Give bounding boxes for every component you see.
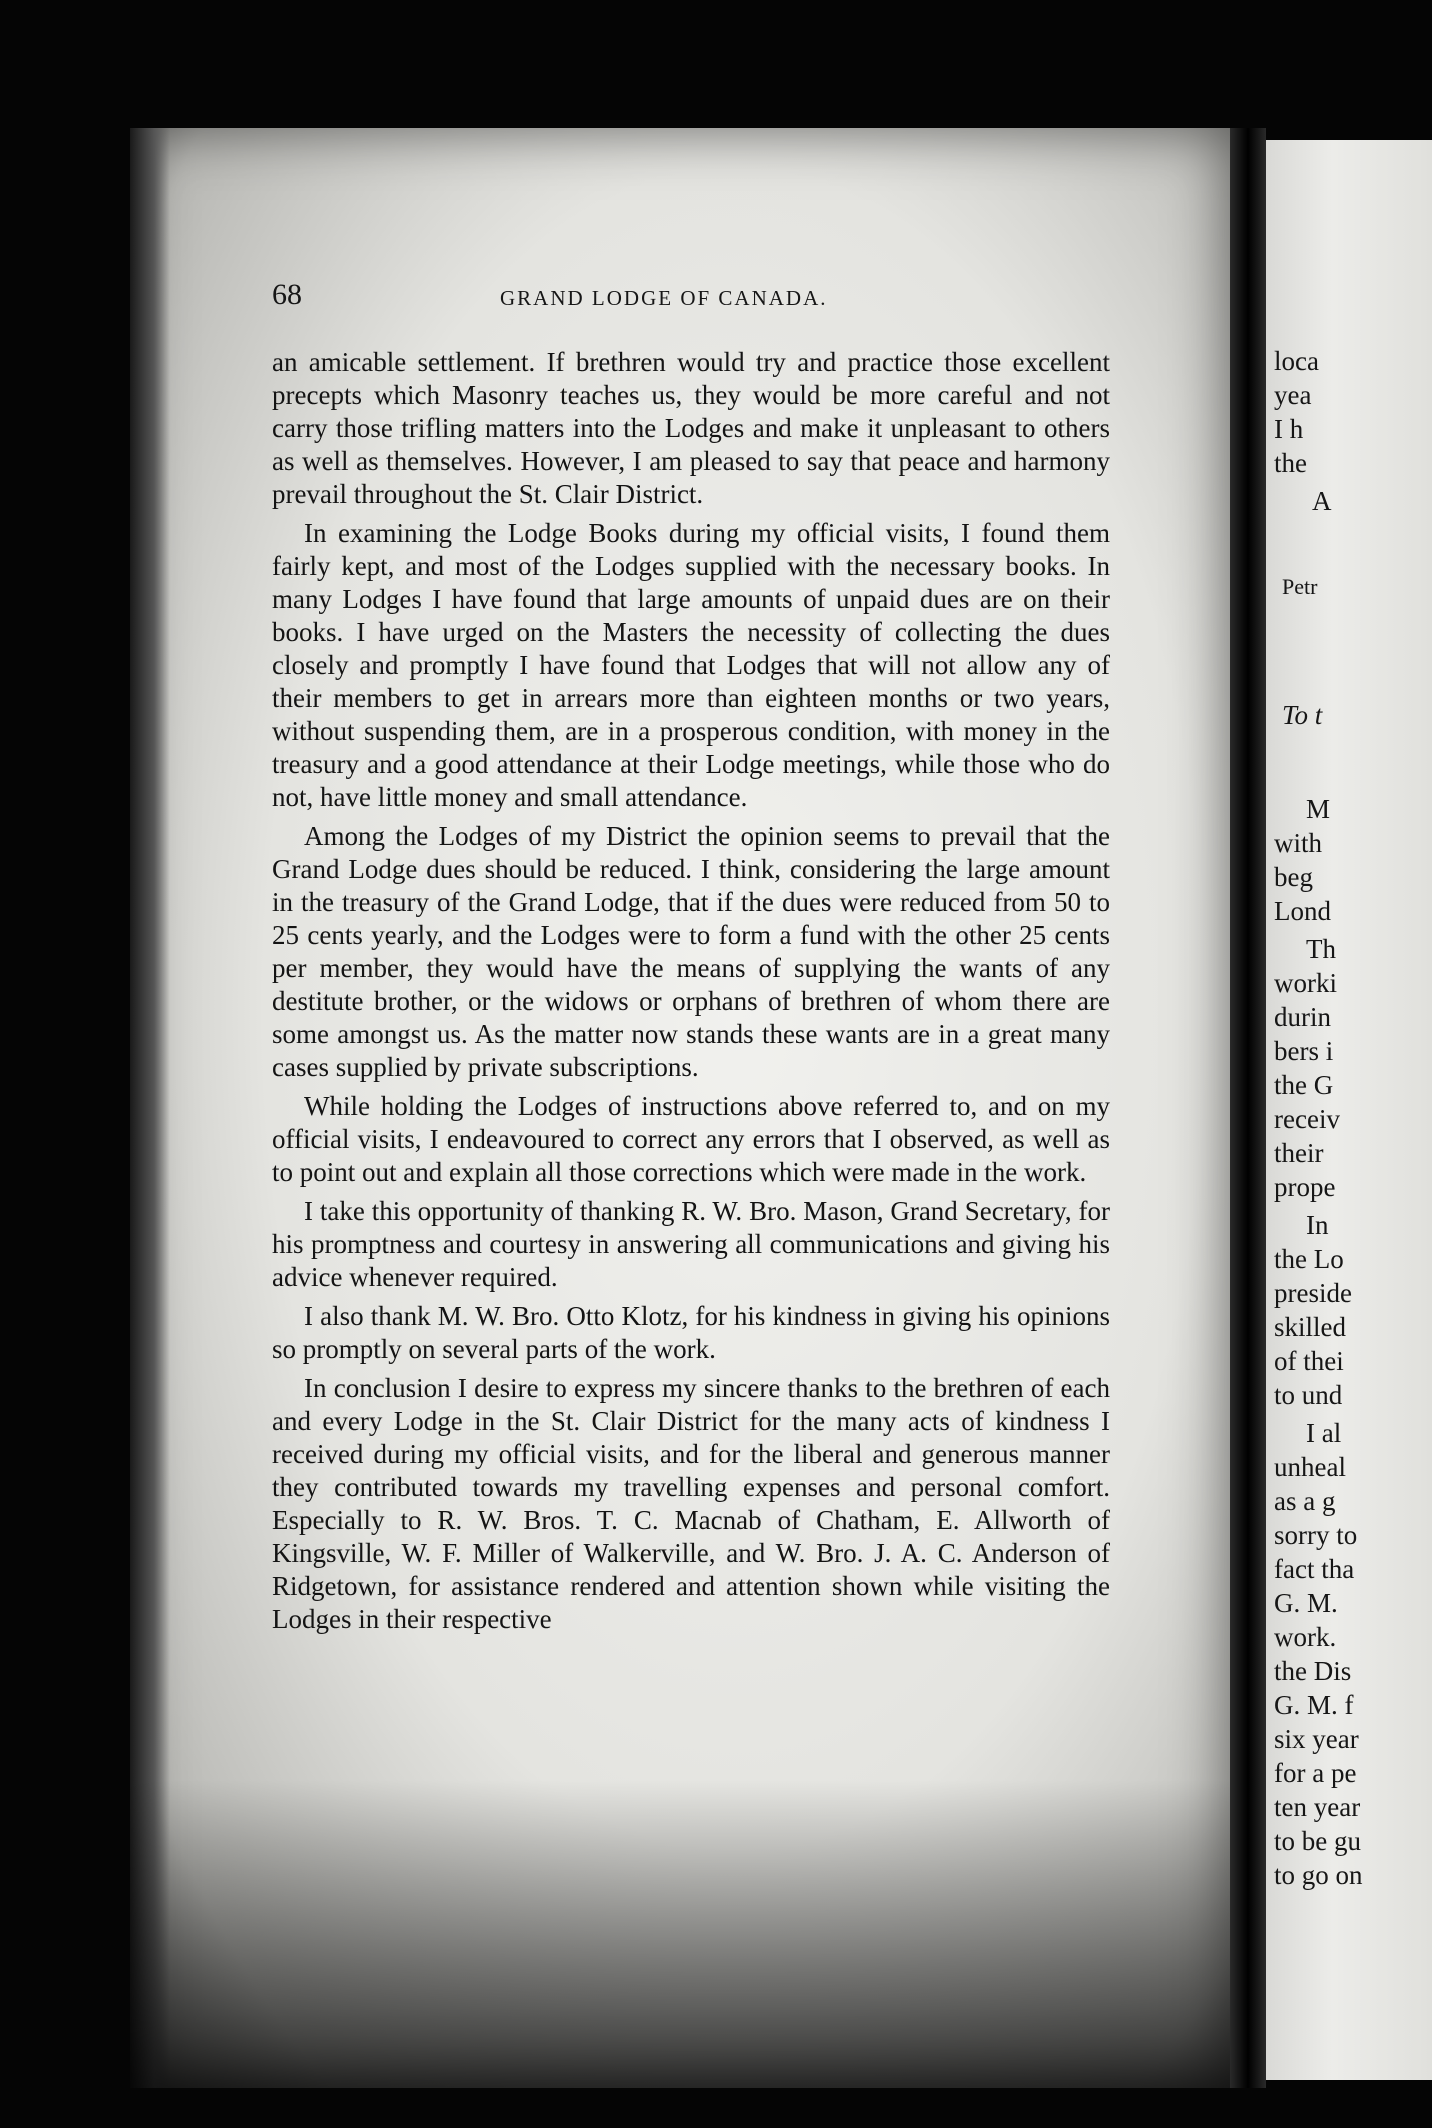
page-number: 68 — [272, 278, 302, 311]
paragraph: In conclusion I desire to express my sincere thanks to the brethren of each and every Lodge in the St. Clair District for the many acts of kindness I received during my official visits, and for the liberal and generous manner they contributed towards my travelling expenses and personal comfort. Especially to R. W. Bros. T. C. Macnab of Chatham, E. Allworth of Kingsville, W. F. Miller of Walkerville, and W. Bro. J. A. C. Anderson of Ridgetown, for assistance rendered and attention shown while visiting the Lodges in their respective — [272, 1373, 1110, 1634]
right-page-line: skilled — [1274, 1312, 1346, 1342]
paragraph: In examining the Lodge Books during my official visits, I found them fairly kept, and most of the Lodges supplied with the necessary books. In many Lodges I have found that large amounts of unpaid dues are on their books. I have urged on the Masters the necessity of collecting the dues closely and promptly I have found that Lodges that will not allow any of their members to get in arrears more than eighteen months or two years, without suspending them, are in a prosperous condition, with money in the treasury and a good attendance at their Lodge meetings, while those who do not, have little money and small attendance. — [272, 518, 1110, 812]
right-page-line: loca — [1274, 346, 1319, 376]
right-page-line: fact tha — [1274, 1554, 1355, 1584]
right-page-line: the Lo — [1274, 1244, 1344, 1274]
right-page-line: unheal — [1274, 1452, 1346, 1482]
right-page-line: Petr — [1282, 574, 1318, 599]
right-page-line: To t — [1282, 700, 1323, 730]
page-bottom-shadow — [130, 1780, 1230, 2088]
paragraph: Among the Lodges of my District the opinion seems to prevail that the Grand Lodge dues should be reduced. I think, considering the large amount in the treasury of the Grand Lodge, that if the dues were reduced from 50 to 25 cents yearly, and the Lodges were to form a fund with the other 25 cents per member, they would have the means of supplying the wants of any destitute brother, or the widows or orphans of brethren of whom there are some amongst us. As the matter now stands these wants are in a great many cases supplied by private subscriptions. — [272, 821, 1110, 1082]
paragraph: I take this opportunity of thanking R. W. Bro. Mason, Grand Secretary, for his promptness and courtesy in answering all communications and giving his advice whenever required. — [272, 1196, 1110, 1292]
header-title: GRAND LODGE OF CANADA. — [500, 286, 828, 310]
right-page-line: the — [1274, 448, 1307, 478]
right-page-line: preside — [1274, 1278, 1352, 1308]
right-page-line: to be gu — [1274, 1826, 1361, 1856]
right-page-line: to und — [1274, 1380, 1343, 1410]
right-page-line: beg — [1274, 862, 1313, 892]
right-page-line: I al — [1306, 1418, 1342, 1448]
right-page-line: I h — [1274, 414, 1304, 444]
right-page-line: the Dis — [1274, 1656, 1352, 1686]
right-page-line: worki — [1274, 968, 1337, 998]
right-page-line: durin — [1274, 1002, 1331, 1032]
right-page-line: Th — [1306, 934, 1336, 964]
paragraph: While holding the Lodges of instructions above referred to, and on my official visits, I endeavoured to correct any errors that I observed, as well as to point out and explain all those corrections which were made in the work. — [272, 1091, 1110, 1187]
right-page-line: Lond — [1274, 896, 1331, 926]
right-page-line: bers i — [1274, 1036, 1334, 1066]
right-page-line: for a pe — [1274, 1758, 1357, 1788]
right-page-line: work. — [1274, 1622, 1337, 1652]
right-page-line: yea — [1274, 380, 1312, 410]
right-page-line: ten year — [1274, 1792, 1361, 1822]
right-page-line: sorry to — [1274, 1520, 1358, 1550]
right-page-line: G. M. f — [1274, 1690, 1354, 1720]
right-page-line: with — [1274, 828, 1323, 858]
paragraph: I also thank M. W. Bro. Otto Klotz, for his kindness in giving his opinions so promptly on several parts of the work. — [272, 1301, 1110, 1364]
right-page-line: In — [1306, 1210, 1329, 1240]
body-text — [272, 346, 1110, 1642]
right-page-line: their — [1274, 1138, 1324, 1168]
right-page-line: of thei — [1274, 1346, 1344, 1376]
right-page-line: as a g — [1274, 1486, 1336, 1516]
right-page-line: A — [1312, 486, 1332, 516]
right-page-line: G. M. — [1274, 1588, 1338, 1618]
right-page-line: M — [1306, 794, 1331, 824]
right-page-fragment — [1266, 140, 1432, 2080]
right-page-line: the G — [1274, 1070, 1334, 1100]
right-page-line: six year — [1274, 1724, 1359, 1754]
book-gutter — [1230, 128, 1266, 2088]
right-page-line: prope — [1274, 1172, 1336, 1202]
right-page-line: receiv — [1274, 1104, 1340, 1134]
right-page-line: to go on — [1274, 1860, 1363, 1890]
paragraph: an amicable settlement. If brethren would try and practice those excellent precepts which Masonry teaches us, they would be more careful and not carry those trifling matters into the Lodges and make it unpleasant to others as well as themselves. However, I am pleased to say that peace and harmony prevail throughout the St. Clair District. — [272, 347, 1110, 509]
